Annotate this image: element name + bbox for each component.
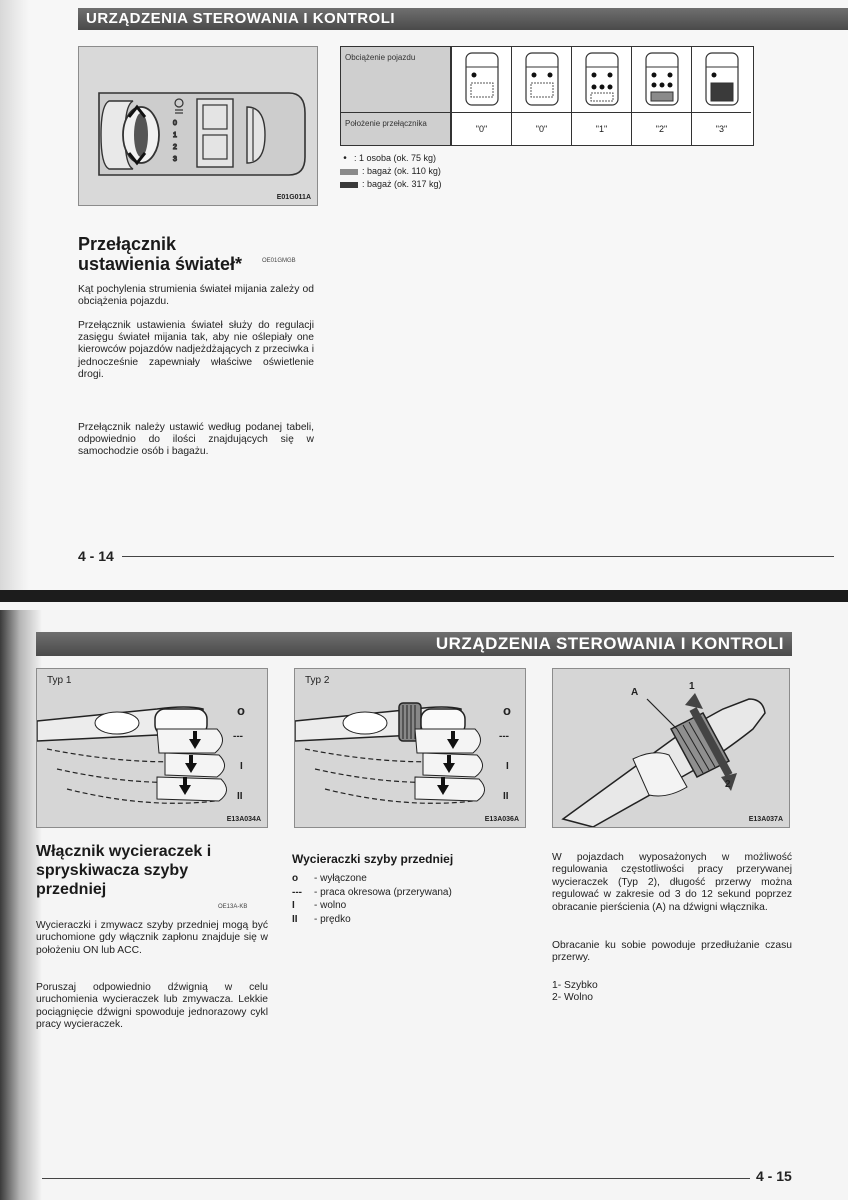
footer-rule [122,556,834,557]
list-item-text: - wolno [314,900,347,911]
document-code: OE13A-KB [218,904,248,910]
wiper-ring-illustration [553,669,789,827]
table-legend [340,152,442,191]
switch-position-value: "1" [571,113,631,145]
list-item [292,886,452,900]
figure-label: Typ 1 [47,675,72,686]
car-load-icon [452,47,512,113]
list-item [292,872,452,886]
figure-code: E13A036A [484,816,519,823]
wiper-lever-type1-figure [36,668,268,828]
footer-rule [42,1178,750,1179]
switch-symbol-fast: II [503,791,509,802]
wiper-lever-illustration [295,669,525,827]
table-cell-car-2 [511,47,571,113]
svg-text:0: 0 [173,120,177,127]
scan-shadow [0,0,30,590]
switch-symbol-off: o [237,703,245,718]
switch-symbol-intermittent: --- [499,731,509,742]
list-item [292,913,452,927]
load-position-table [340,46,754,146]
section-title: Przełącznik ustawienia świateł* [78,234,243,274]
body-paragraph: W pojazdach wyposażonych w możliwość regulowania częstotliwości pracy przerywanej wycieraczek (Typ 2), długość przerwy można regulować w zakresie od 3 do 12 sekund poprzez obracanie pierścienia (A) na dźwigni włącznika. [552,852,792,913]
legend-text: : bagaż (ok. 317 kg) [362,179,442,189]
legend-item [340,178,442,191]
list-item-text: - wyłączone [314,873,367,884]
list-item: 2- Wolno [552,992,594,1004]
page-right-4-15 [0,590,848,1200]
figure-label: Typ 2 [305,675,330,686]
switch-position-value: "3" [691,113,751,145]
intermittent-symbol-icon: --- [292,886,302,898]
subsection-title: Wycieraczki szyby przedniej [292,852,454,866]
table-cell-car-5 [691,47,751,113]
page-edge [0,590,848,602]
svg-text:1: 1 [173,132,177,139]
headlight-switch-figure [78,46,318,206]
body-paragraph: Poruszaj odpowiednio dźwignią w celu uruchomienia wycieraczek lub zmywacza. Lekkie pociągnięcie dźwigni spowoduje jednorazowy cykl pracy wycieraczek. [36,982,268,1031]
table-cell-car-1 [451,47,511,113]
table-cell-car-3 [571,47,631,113]
speed-list [552,980,598,1005]
luggage-medium-swatch-icon [340,169,358,175]
car-load-icon [512,47,572,113]
section-header: URZĄDZENIA STEROWANIA I KONTROLI [36,632,792,656]
marker-ring-a: A [631,687,639,698]
wiper-ring-adjust-figure [552,668,790,828]
off-symbol-icon: o [292,873,299,884]
wiper-lever-type2-figure [294,668,526,828]
body-paragraph: Przełącznik ustawienia świateł służy do regulacji zasięgu świateł mijania tak, aby nie oślepiały one kierowców pojazdów nadjeżdżających z przeciwka i jednocześnie zapewniały właściwe oświetlenie drogi. [78,320,314,380]
slow-symbol-icon: I [292,900,295,911]
marker-slow: 2 [725,779,731,790]
list-item: 1- Szybko [552,980,598,991]
body-paragraph: Obracanie ku sobie powoduje przedłużanie czasu przerwy. [552,940,792,964]
switch-symbol-fast: II [237,791,243,802]
wiper-mode-list [292,872,452,926]
switch-symbol-slow: I [506,761,509,772]
car-load-icon [632,47,692,113]
section-title: Włącznik wycieraczek i spryskiwacza szyby przedniej [36,843,212,898]
section-header: URZĄDZENIA STEROWANIA I KONTROLI [78,8,848,30]
body-paragraph: Kąt pochylenia strumienia świateł mijania zależy od obciążenia pojazdu. [78,284,314,308]
switch-symbol-off: o [503,703,511,718]
svg-text:3: 3 [173,156,177,163]
list-item [292,899,452,913]
table-row-label-load: Obciążenie pojazdu [341,47,451,113]
legend-text: : bagaż (ok. 110 kg) [362,166,441,176]
page-left-4-14 [0,0,848,590]
legend-item [340,152,442,165]
car-load-icon [572,47,632,113]
body-paragraph: Wycieraczki i zmywacz szyby przedniej mogą być uruchomione gdy włącznik zapłonu znajduje się w położeniu ON lub ACC. [36,920,268,956]
marker-fast: 1 [689,681,695,692]
legend-text: : 1 osoba (ok. 75 kg) [354,153,437,163]
fast-symbol-icon: II [292,913,298,925]
table-cell-car-4 [631,47,691,113]
legend-item [340,165,442,178]
body-paragraph: Przełącznik należy ustawić według podanej tabeli, odpowiednio do ilości znajdujących się w samochodzie osób i bagażu. [78,422,314,458]
switch-position-value: "0" [451,113,511,145]
page-number: 4 - 14 [78,548,114,564]
list-item-text: - praca okresowa (przerywana) [314,886,452,898]
wiper-lever-illustration [37,669,267,827]
figure-code: E13A034A [226,816,261,823]
person-dot-icon: • [343,153,347,164]
car-load-icon [692,47,752,113]
page-number: 4 - 15 [756,1168,792,1184]
list-item-text: - prędko [314,913,351,925]
table-row-label-position: Położenie przełącznika [341,113,451,145]
dashboard-switch-illustration [79,47,317,205]
figure-code: E13A037A [748,816,783,823]
switch-position-value: "0" [511,113,571,145]
switch-position-value: "2" [631,113,691,145]
figure-code: E01G011A [276,194,311,201]
luggage-heavy-swatch-icon [340,182,358,188]
switch-symbol-intermittent: --- [233,731,243,742]
svg-text:2: 2 [173,144,177,151]
document-code: OE01GMGB [262,258,296,264]
switch-symbol-slow: I [240,761,243,772]
